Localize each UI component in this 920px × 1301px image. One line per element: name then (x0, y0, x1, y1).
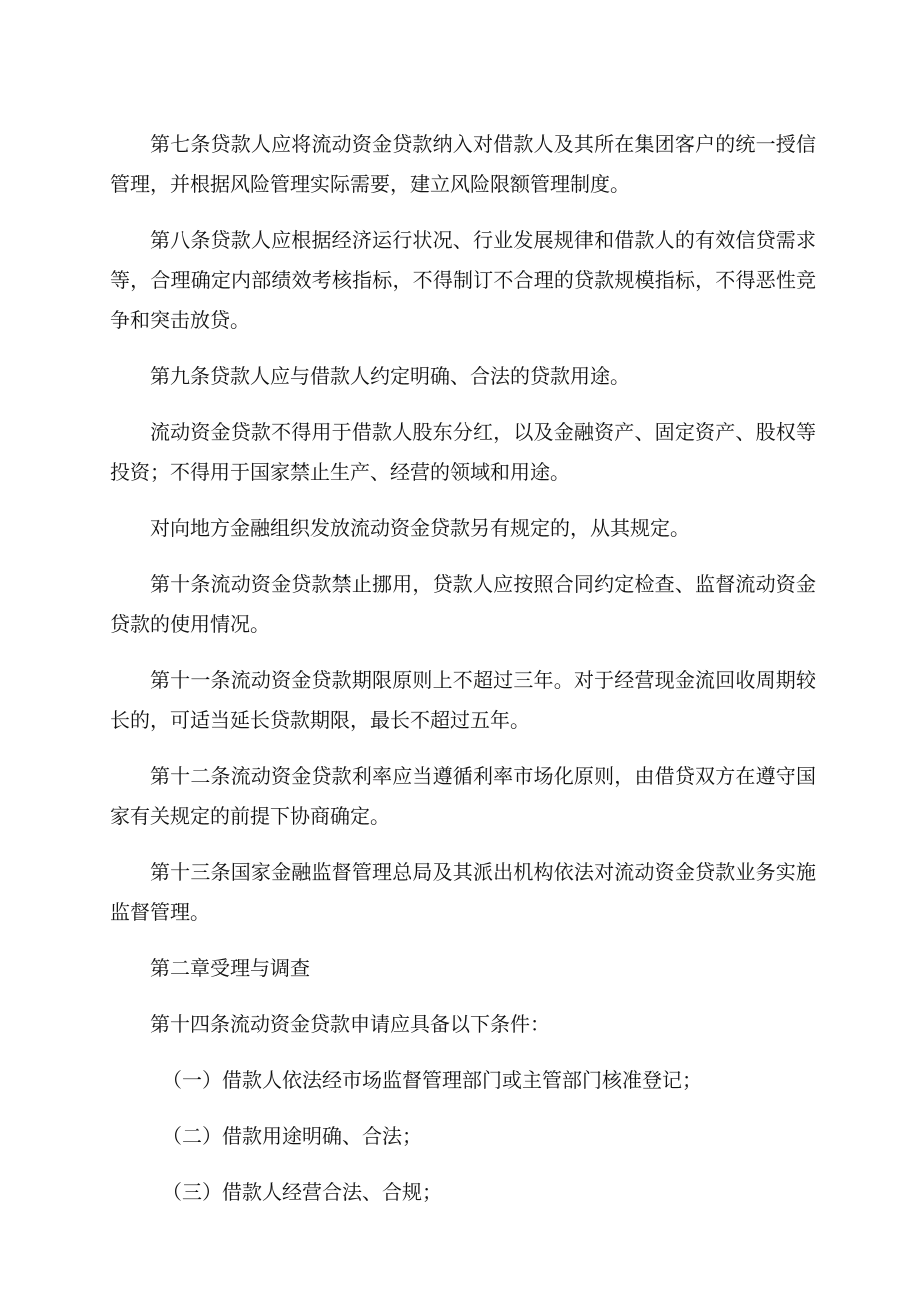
chapter-heading: 第二章受理与调查 (150, 956, 310, 980)
paragraph-article-13: 第十三条国家金融监督管理总局及其派出机构依法对流动资金贷款业务实施监督管理。 (110, 860, 816, 924)
paragraph-article-14: 第十四条流动资金贷款申请应具备以下条件： (150, 1012, 550, 1036)
list-item-condition-3: （三）借款人经营合法、合规； (162, 1180, 442, 1204)
document-body (110, 124, 816, 1228)
paragraph-local-finance-rule: 对向地方金融组织发放流动资金贷款另有规定的，从其规定。 (150, 516, 690, 540)
paragraph-article-8: 第八条贷款人应根据经济运行状况、行业发展规律和借款人的有效信贷需求等，合理确定内部绩效考核指标，不得制订不合理的贷款规模指标，不得恶性竞争和突击放贷。 (110, 228, 816, 332)
paragraph-article-10: 第十条流动资金贷款禁止挪用，贷款人应按照合同约定检查、监督流动资金贷款的使用情况。 (110, 572, 816, 636)
list-item-condition-2: （二）借款用途明确、合法； (162, 1124, 422, 1148)
paragraph-loan-use-restriction: 流动资金贷款不得用于借款人股东分红，以及金融资产、固定资产、股权等投资；不得用于国家禁止生产、经营的领域和用途。 (110, 420, 816, 484)
paragraph-article-7: 第七条贷款人应将流动资金贷款纳入对借款人及其所在集团客户的统一授信管理，并根据风险管理实际需要，建立风险限额管理制度。 (110, 132, 816, 196)
paragraph-article-11: 第十一条流动资金贷款期限原则上不超过三年。对于经营现金流回收周期较长的，可适当延长贷款期限，最长不超过五年。 (110, 668, 816, 732)
list-item-condition-1: （一）借款人依法经市场监督管理部门或主管部门核准登记； (162, 1068, 702, 1092)
paragraph-article-12: 第十二条流动资金贷款利率应当遵循利率市场化原则，由借贷双方在遵守国家有关规定的前提下协商确定。 (110, 764, 816, 828)
paragraph-article-9: 第九条贷款人应与借款人约定明确、合法的贷款用途。 (150, 364, 630, 388)
